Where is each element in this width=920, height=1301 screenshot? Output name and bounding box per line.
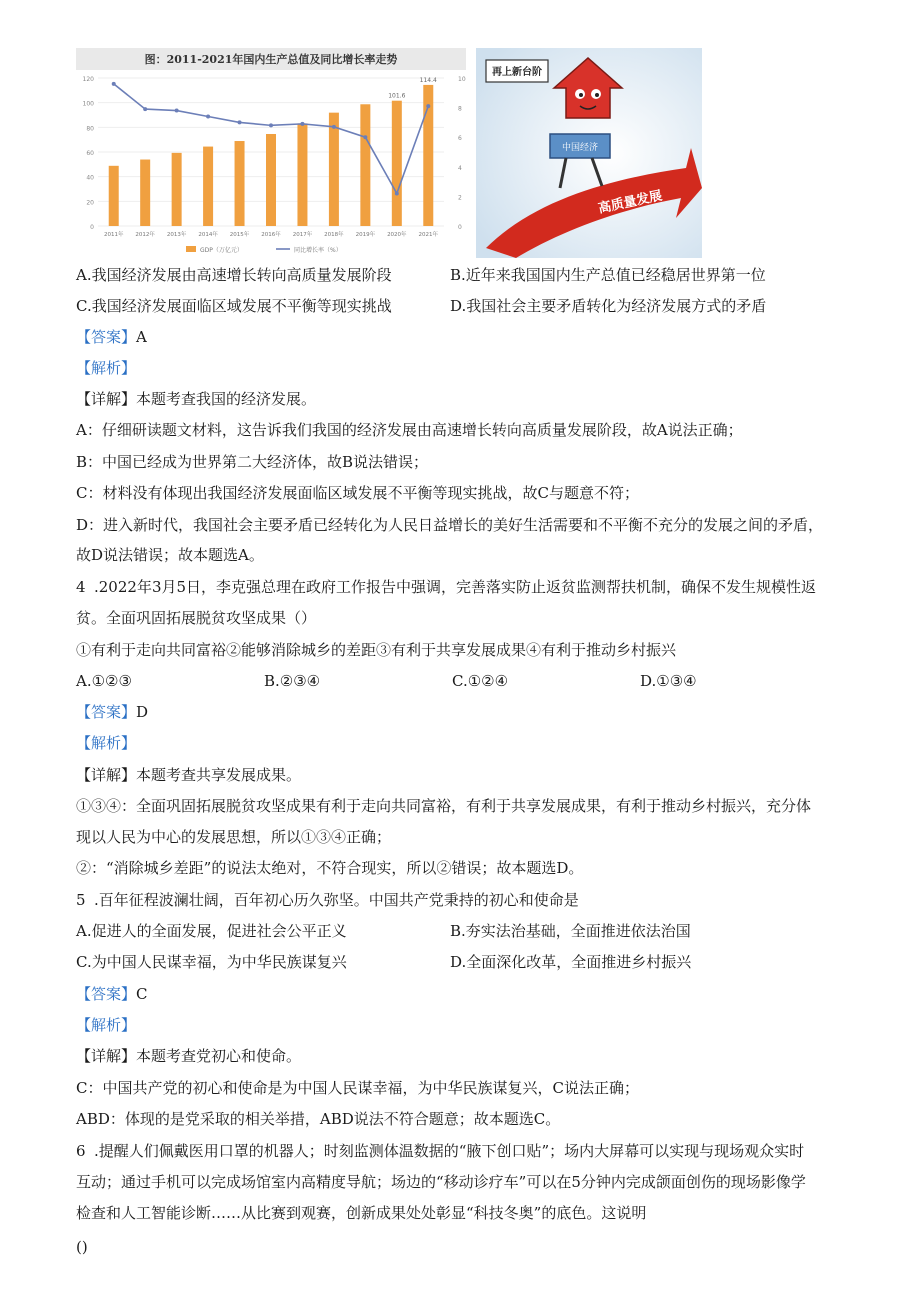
pupil-right — [595, 93, 599, 97]
growth-rate-point — [206, 114, 210, 118]
legend-rate-label: 同比增长率（%） — [294, 247, 342, 254]
growth-rate-point — [332, 125, 336, 129]
q4-stem-1-text: .2022年3月5日，李克强总理在政府工作报告中强调，完善落实防止返贫监测帮扶机制，确保不发生规模性返 — [94, 578, 817, 596]
right-tick-label: 4 — [458, 164, 462, 172]
left-tick-label: 20 — [86, 199, 94, 207]
q5-option-c: C.为中国人民谋幸福，为中华民族谋复兴 — [76, 953, 347, 971]
x-tick-label: 2016年 — [261, 232, 281, 238]
q5-stem-text: .百年征程波澜壮阔，百年初心历久弥坚。中国共产党秉持的初心和使命是 — [94, 891, 579, 909]
q3-option-a: A.我国经济发展由高速增长转向高质量发展阶段 — [76, 266, 392, 284]
left-tick-label: 60 — [86, 150, 94, 157]
q4-detail: 【详解】本题考查共享发展成果。 — [76, 766, 302, 784]
q4-items: ①有利于走向共同富裕②能够消除城乡的差距③有利于共享发展成果④有利于推动乡村振兴 — [76, 641, 677, 659]
x-tick-label: 2020年 — [387, 232, 407, 238]
board-text: 中国经济 — [561, 143, 599, 153]
left-tick-label: 80 — [86, 125, 94, 133]
growth-rate-point — [175, 109, 179, 113]
q3-explain-d1: D：进入新时代，我国社会主要矛盾已经转化为人民日益增长的美好生活需要和不平衡不充分的发展之间的矛盾， — [76, 516, 824, 534]
q4-answer — [76, 702, 148, 722]
gdp-bar — [203, 147, 213, 226]
q3-option-c: C.我国经济发展面临区域发展不平衡等现实挑战 — [76, 297, 392, 315]
gdp-bar — [235, 141, 245, 226]
gdp-bar — [266, 134, 276, 226]
growth-rate-point — [112, 82, 116, 86]
q4-number: 4 — [76, 578, 86, 596]
q5-answer — [76, 984, 148, 1004]
growth-rate-point — [363, 135, 367, 139]
q6-stem-1-text: .提醒人们佩戴医用口罩的机器人；时刻监测体温数据的“腋下创口贴”；场内大屏幕可以实现与现场观众实时 — [94, 1142, 805, 1160]
q4-explain-3: ②：“消除城乡差距”的说法太绝对，不符合现实，所以②错误；故本题选D。 — [76, 859, 584, 877]
growth-rate-point — [300, 122, 304, 126]
q6-number: 6 — [76, 1142, 86, 1160]
gdp-bar — [109, 166, 119, 226]
q3-detail: 【详解】本题考查我国的经济发展。 — [76, 390, 317, 408]
q5-number: 5 — [76, 891, 86, 909]
chart-plot — [76, 48, 466, 260]
gdp-bar — [360, 104, 370, 226]
q5-stem — [76, 890, 579, 910]
gdp-bar — [392, 101, 402, 226]
gdp-chart — [76, 48, 466, 260]
x-tick-label: 2011年 — [103, 232, 124, 238]
q5-explain-2: ABD：体现的是党采取的相关举措，ABD说法不符合题意；故本题选C。 — [76, 1110, 561, 1128]
left-tick-label: 100 — [82, 100, 94, 108]
gdp-bar — [297, 123, 307, 226]
q4-answer-value: D — [136, 703, 149, 721]
q4-stem-1 — [76, 577, 816, 597]
x-tick-label: 2013年 — [166, 232, 187, 238]
q4-explain-1: ①③④：全面巩固拓展脱贫攻坚成果有利于走向共同富裕，有利于共享发展成果，有利于推动乡村振兴，充分体 — [76, 797, 812, 815]
growth-rate-point — [426, 104, 430, 108]
x-tick-label: 2021年 — [418, 232, 439, 238]
x-tick-label: 2015年 — [229, 232, 250, 238]
q6-paren: () — [76, 1238, 88, 1256]
q3-explain-d2: 故D说法错误；故本题选A。 — [76, 546, 264, 564]
x-tick-label: 2014年 — [198, 232, 218, 238]
q5-option-a: A.促进人的全面发展，促进社会公平正义 — [76, 922, 347, 940]
q5-explain-1: C：中国共产党的初心和使命是为中国人民谋幸福，为中华民族谋复兴，C说法正确； — [76, 1079, 639, 1097]
q3-answer — [76, 327, 147, 347]
q6-stem-1 — [76, 1141, 804, 1161]
top-sign-text: 再上新台阶 — [492, 67, 542, 78]
right-tick-label: 10 — [458, 76, 466, 83]
q5-option-d: D.全面深化改革，全面推进乡村振兴 — [450, 953, 692, 971]
cartoon-image — [476, 48, 702, 258]
q4-answer-tag: 【答案】 — [76, 703, 137, 721]
x-tick-label: 2012年 — [135, 232, 155, 238]
q3-answer-value: A — [136, 328, 147, 346]
left-tick-label: 120 — [82, 76, 94, 83]
chart-title: 图：2011-2021年国内生产总值及同比增长率走势 — [144, 53, 398, 66]
x-tick-label: 2019年 — [355, 232, 376, 238]
left-tick-label: 0 — [90, 224, 94, 231]
q4-option-d: D.①③④ — [640, 672, 697, 690]
q4-analysis-tag: 【解析】 — [76, 734, 137, 752]
q3-answer-tag: 【答案】 — [76, 328, 137, 346]
q5-answer-tag: 【答案】 — [76, 985, 137, 1003]
right-tick-label: 2 — [458, 194, 462, 202]
q3-option-d: D.我国社会主要矛盾转化为经济发展方式的矛盾 — [450, 297, 767, 315]
growth-rate-point — [143, 107, 147, 111]
x-tick-label: 2017年 — [292, 232, 313, 238]
q6-stem-2: 互动；通过手机可以完成场馆室内高精度导航；场边的“移动诊疗车”可以在5分钟内完成颌面创伤的现场影像学 — [76, 1173, 806, 1191]
q3-explain-b: B：中国已经成为世界第二大经济体，故B说法错误； — [76, 453, 429, 471]
gdp-bar — [140, 160, 150, 226]
legend-gdp-label: GDP（万亿元） — [200, 247, 243, 254]
gdp-bar — [329, 113, 339, 226]
right-tick-label: 0 — [458, 224, 462, 231]
q5-detail: 【详解】本题考查党初心和使命。 — [76, 1047, 302, 1065]
q4-option-b: B.②③④ — [264, 672, 321, 690]
legend-gdp-swatch — [186, 246, 196, 252]
q3-explain-c: C：材料没有体现出我国经济发展面临区域发展不平衡等现实挑战，故C与题意不符； — [76, 484, 639, 502]
right-tick-label: 8 — [458, 105, 462, 113]
bar-label-2021: 114.4 — [419, 76, 437, 84]
bar-label-2020: 101.6 — [388, 92, 406, 100]
q4-explain-2: 现以人民为中心的发展思想，所以①③④正确； — [76, 828, 392, 846]
q4-stem-2: 贫。全面巩固拓展脱贫攻坚成果（） — [76, 609, 317, 627]
q5-answer-value: C — [136, 985, 148, 1003]
right-tick-label: 6 — [458, 135, 462, 143]
q3-explain-a: A：仔细研读题文材料，这告诉我们我国的经济发展由高速增长转向高质量发展阶段，故A说法正确； — [76, 421, 743, 439]
x-tick-label: 2018年 — [324, 232, 344, 238]
q4-option-c: C.①②④ — [452, 672, 509, 690]
q5-analysis-tag: 【解析】 — [76, 1016, 137, 1034]
growth-rate-point — [238, 120, 242, 124]
q6-stem-3: 检查和人工智能诊断……从比赛到观赛，创新成果处处彰显“科技冬奥”的底色。这说明 — [76, 1204, 647, 1222]
q5-option-b: B.夯实法治基础，全面推进依法治国 — [450, 922, 691, 940]
left-tick-label: 40 — [86, 174, 94, 182]
q3-option-b: B.近年来我国国内生产总值已经稳居世界第一位 — [450, 266, 766, 284]
growth-rate-point — [269, 123, 273, 127]
growth-rate-point — [395, 191, 399, 195]
q3-analysis-tag: 【解析】 — [76, 359, 137, 377]
pupil-left — [579, 93, 583, 97]
arrow-text: 高质量发展 — [596, 188, 664, 217]
gdp-bar — [172, 153, 182, 226]
q4-option-a: A.①②③ — [76, 672, 132, 690]
